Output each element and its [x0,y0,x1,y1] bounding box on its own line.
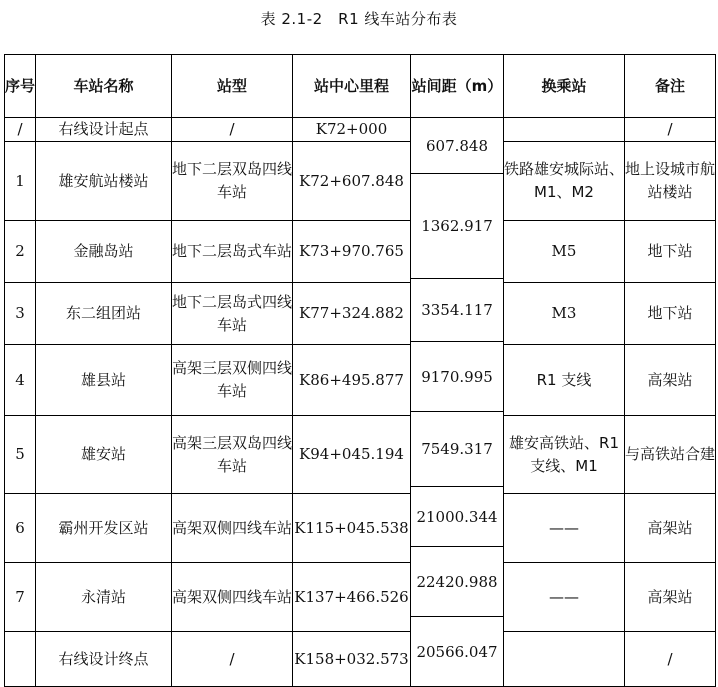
distance-column [411,118,504,687]
cell-center: K73+970.765 [293,221,411,283]
table-row [5,345,716,416]
cell-type: 高架三层双岛四线车站 [172,416,293,494]
cell-center: K72+000 [293,118,411,142]
cell-remark: 高架站 [625,345,716,416]
cell-seq: 3 [5,283,36,345]
cell-name: 雄县站 [36,345,172,416]
cell-type: 地下二层双岛四线车站 [172,142,293,221]
header-distance: 站间距（m） [411,55,504,118]
cell-name: 永清站 [36,563,172,632]
cell-remark: / [625,632,716,687]
cell-name: 金融岛站 [36,221,172,283]
cell-remark: 高架站 [625,563,716,632]
cell-seq: 1 [5,142,36,221]
cell-center: K77+324.882 [293,283,411,345]
cell-seq: 4 [5,345,36,416]
distance-value: 9170.995 [411,341,503,411]
cell-name: 右线设计终点 [36,632,172,687]
cell-transfer: 铁路雄安城际站、M1、M2 [504,142,625,221]
cell-remark: 地下站 [625,283,716,345]
header-remark: 备注 [625,55,716,118]
cell-remark: 地下站 [625,221,716,283]
table-row [5,494,716,563]
cell-center: K137+466.526 [293,563,411,632]
header-type: 站型 [172,55,293,118]
table-row [5,142,716,221]
cell-type: / [172,632,293,687]
table-caption: 表 2.1-2 R1 线车站分布表 [260,10,458,28]
distance-value: 22420.988 [411,546,503,616]
header-name: 车站名称 [36,55,172,118]
header-transfer: 换乘站 [504,55,625,118]
table-row [5,283,716,345]
table-row [5,118,716,142]
cell-name: 雄安站 [36,416,172,494]
cell-name: 雄安航站楼站 [36,142,172,221]
cell-seq: 5 [5,416,36,494]
station-table [4,54,716,687]
cell-type: 高架三层双侧四线车站 [172,345,293,416]
distance-value: 3354.117 [411,278,503,341]
header-seq: 序号 [5,55,36,118]
cell-remark: 地上设城市航站楼站 [625,142,716,221]
cell-center: K86+495.877 [293,345,411,416]
distance-value: 1362.917 [411,173,503,278]
cell-transfer: —— [504,494,625,563]
cell-transfer [504,118,625,142]
cell-seq: / [5,118,36,142]
cell-center: K94+045.194 [293,416,411,494]
cell-type: 高架双侧四线车站 [172,563,293,632]
distance-value: 20566.047 [411,616,503,686]
cell-type: 地下二层岛式车站 [172,221,293,283]
cell-name: 东二组团站 [36,283,172,345]
cell-type: 高架双侧四线车站 [172,494,293,563]
cell-seq [5,632,36,687]
table-row [5,632,716,687]
cell-remark: / [625,118,716,142]
table-row [5,221,716,283]
cell-transfer: —— [504,563,625,632]
distance-value: 7549.317 [411,411,503,486]
table-row [5,563,716,632]
distance-value: 21000.344 [411,486,503,546]
header-row [5,55,716,118]
cell-transfer: 雄安高铁站、R1 支线、M1 [504,416,625,494]
cell-type: 地下二层岛式四线车站 [172,283,293,345]
cell-type: / [172,118,293,142]
cell-seq: 2 [5,221,36,283]
cell-remark: 与高铁站合建 [625,416,716,494]
cell-transfer: M3 [504,283,625,345]
cell-name: 霸州开发区站 [36,494,172,563]
cell-remark: 高架站 [625,494,716,563]
table-row [5,416,716,494]
cell-center: K158+032.573 [293,632,411,687]
cell-center: K115+045.538 [293,494,411,563]
cell-transfer: R1 支线 [504,345,625,416]
cell-center: K72+607.848 [293,142,411,221]
distance-value: 607.848 [425,136,489,155]
cell-seq: 7 [5,563,36,632]
cell-name: 右线设计起点 [36,118,172,142]
cell-seq: 6 [5,494,36,563]
cell-transfer: M5 [504,221,625,283]
header-center: 站中心里程 [293,55,411,118]
cell-transfer [504,632,625,687]
